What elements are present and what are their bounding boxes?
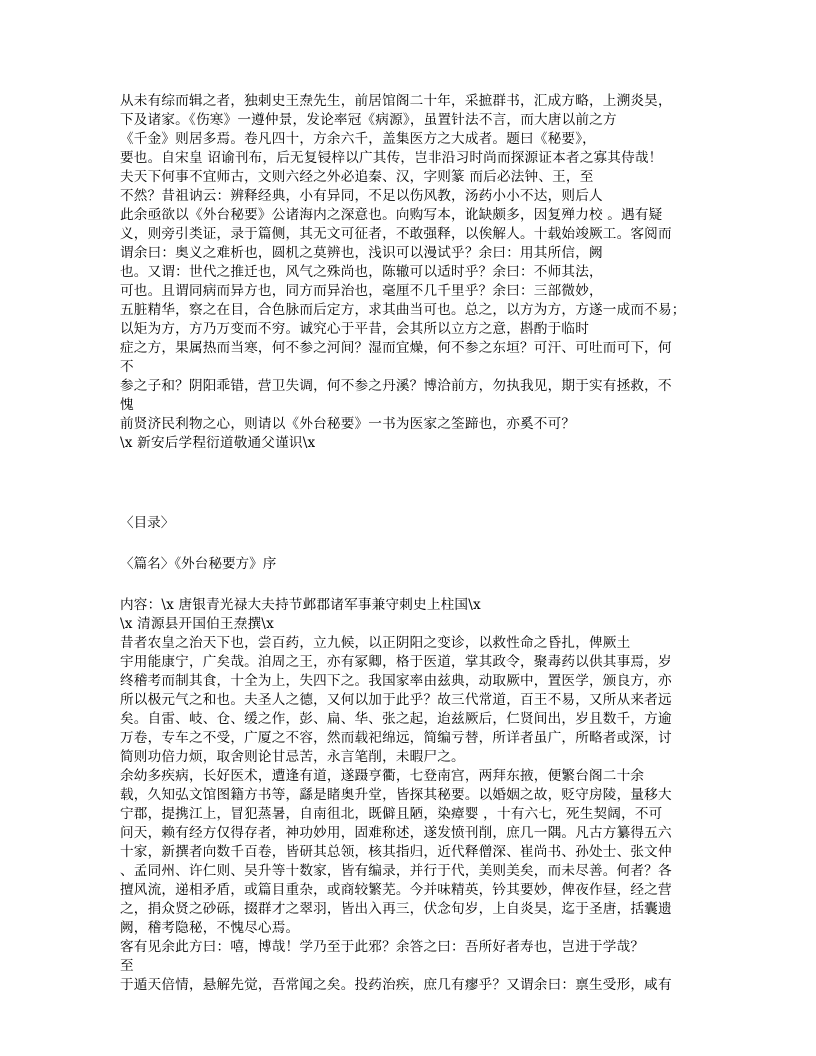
content-line: 昔者农皇之治天下也，尝百药，立九候，以正阴阳之变诊，以救性命之昏扎，俾厥土 [120,635,631,651]
preface-line: 参之子和？阴阳乖错，营卫失调，何不参之丹溪？博洽前方，勿执我见，期于实有拯救，不 [120,378,672,394]
preface-line: 从未有综而辑之者，独刺史王焘先生，前居馆阁二十年，采摭群书，汇成方略，上溯炎昊， [120,93,672,109]
content-line: 终稽考而制其食，十全为上，失四下之。我国家率由兹典，动取厥中，置医学，颁良方，亦 [120,673,672,689]
content-line: 、孟同州、许仁则、吴升等十数家，皆有编录，并行于代，美则美矣，而未尽善。何者？各 [120,863,672,879]
preface-line: 要也。自宋皇 诏谕刊布，后无复锓梓以广其传，岂非沿习时尚而探源证本者之寡其侍哉！ [120,150,663,166]
preface-line: 前贤济民利物之心，则请以《外台秘要》一书为医家之筌蹄也，亦奚不可？ [120,416,576,432]
preface-line: 可也。且谓同病而异方也，同方而异治也，毫厘不几千里乎？余曰：三部微妙， [120,283,603,299]
preface-line: 不然？昔祖讷云：辨释经典，小有异同，不足以伤风教，汤药小小不达，则后人 [120,188,603,204]
preface-line: 也。又谓：世代之推迁也，风气之殊尚也，陈辙可以适时乎？余曰：不师其法， [120,264,603,280]
preface-signature: \x 新安后学程衍道敬通父谨识\x [120,435,316,451]
content-line: 问天，赖有经方仅得存者，神功妙用，固难称述，遂发愤刊削，庶几一隅。凡古方纂得五六 [120,825,672,841]
content-line: 阙，稽考隐秘，不愧尽心焉。 [120,920,300,936]
toc-heading: 〈目录〉 [120,515,175,531]
spacer [120,453,700,514]
section-title: 〈篇名〉《外台秘要方》序 [120,556,277,572]
content-line: 余幼多疾病，长好医术，遭逢有道，遂蹑亨衢，七登南宫，两拜东掖，便繁台阁二十余 [120,768,645,784]
preface-line: 不 [120,359,134,375]
content-line: 宁郡，提携江上，冒犯蒸暑，自南徂北，既僻且陋，染瘴婴 ，十有六七，死生契阔，不可 [120,806,663,822]
content-author-line: 内容：\x 唐银青光禄大夫持节邺郡诸军事兼守刺史上柱国\x [120,597,481,613]
spacer [120,533,700,555]
preface-line: 谓余曰：奥义之难析也，圆机之莫辨也，浅识可以漫试乎？余曰：用其所信，阙 [120,245,603,261]
preface-line: 夫天下何事不宜师古，文则六经之外必追秦、汉，字则篆 而后必法钟、王，至 [120,169,594,185]
content-line: 宇用能康宁，广矣哉。洎周之王，亦有冢卿，格于医道，掌其政令，聚毒药以供其事焉，岁 [120,654,672,670]
content-block [120,596,700,1033]
preface-line: 此余亟欲以《外台秘要》公诸海内之深意也。向购写本，讹缺颇多，因复殚力校 。遇有疑 [120,207,663,223]
preface-line: 《千金》则居多焉。卷凡四十，方余六千，盖集医方之大成者。题曰《秘要》， [120,131,596,147]
content-line [120,1014,700,1033]
content-line: 擅风流，递相矛盾，或篇目重杂，或商较繁芜。今并味精英，钤其要妙，俾夜作昼，经之营 [120,882,672,898]
content-line: 所以极元气之和也。夫圣人之德，又何以加于此乎？故三代常道，百王不易，又所从来者远 [120,692,672,708]
preface-line: 愧 [120,397,134,413]
preface-block [120,92,700,453]
content-line: 矣。自雷、岐、仓、缓之作，彭、扁、华、张之起，迨兹厥后，仁贤间出，岁且数千，方逾 [120,711,672,727]
spacer [120,574,700,596]
content-line: 客有见余此方曰：嘻，博哉！学乃至于此邪？余答之曰：吾所好者寿也，岂进于学哉？ [120,939,645,955]
content-line: 于遁天倍情，悬解先觉，吾常闻之矣。投药治疾，庶几有瘳乎？又谓余曰：禀生受形，咸有 [120,977,672,993]
content-line: 万卷，专车之不受，广厦之不容，然而载祀绵远，简编亏替，所详者虽广，所略者或深，讨 [120,730,672,746]
content-author-line: \x 清源县开国伯王焘撰\x [120,616,274,632]
content-line: 之，捐众贤之砂砾，掇群才之翠羽，皆出入再三，伏念旬岁，上自炎昊，迄于圣唐，括囊遗 [120,901,672,917]
preface-line: 症之方，果属热而当寒，何不参之河间？湿而宜燥，何不参之东垣？可汗、可吐而可下，何 [120,340,672,356]
preface-line: 下及诸家。《伤寒》一遵仲景，发论率冠《病源》，虽置针法不言，而大唐以前之方 [120,112,617,128]
preface-line: 以矩为方，方乃万变而不穷。诚究心于平昔，会其所以立方之意，斟酌于临时 [120,321,589,337]
content-line: 至 [120,958,134,974]
content-line [120,995,700,1014]
content-line: 十家，新撰者向数千百卷，皆研其总领，核其指归，近代释僧深、崔尚书、孙处士、张文仲 [120,844,672,860]
document-page [120,92,700,1033]
content-line: 载，久知弘文馆图籍方书等，繇是睹奥升堂，皆探其秘要。以婚姻之故，贬守房陵，量移大 [120,787,672,803]
preface-line: 义，则旁引类证，录于篇侧，其无文可征者，不敢强释，以俟解人。十载始竣厥工。客阅而 [120,226,672,242]
content-line: 简则功倍力烦，取舍则论甘忌苦，永言笔削，未暇尸之。 [120,749,465,765]
preface-line: 五脏精华，察之在目，合色脉而后定方，求其曲当可也。总之，以方为方，方遂一成而不易； [120,302,686,318]
